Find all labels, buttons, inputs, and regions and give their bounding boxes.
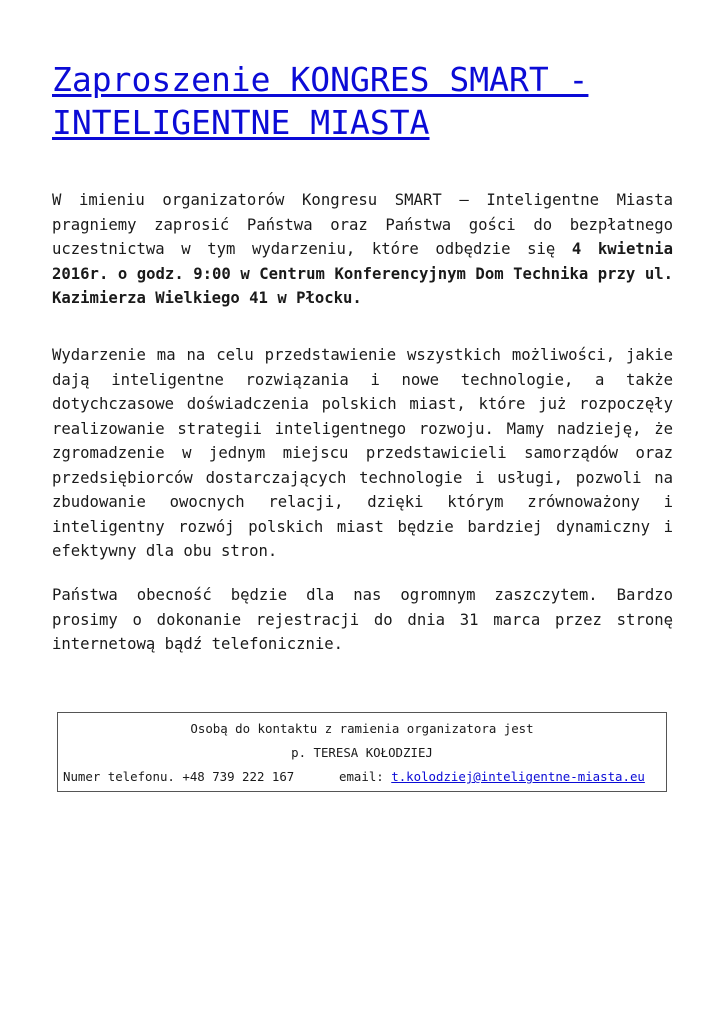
contact-line: [63, 769, 663, 785]
contact-intro: Osobą do kontaktu z ramienia organizatora jest: [190, 721, 534, 736]
invitation-paragraph: [52, 188, 673, 311]
contact-box: [57, 712, 667, 792]
event-details: 4 kwietnia 2016r. o godz. 9:00 w Centrum Konferencyjnym Dom Technika przy ul. Kazimierza Wielkiego 41 w Płocku.: [52, 240, 673, 307]
email-link[interactable]: t.kolodziej@inteligentne-miasta.eu: [391, 769, 645, 784]
invitation-text: W imieniu organizatorów Kongresu SMART – Inteligentne Miasta pragniemy zaprosić Państwa oraz Państwa gości do bezpłatnego uczestnictwa w tym wydarzeniu, które odbędzie się: [52, 191, 673, 258]
contact-person: p. TERESA KOŁODZIEJ: [291, 745, 433, 760]
registration-paragraph: Państwa obecność będzie dla nas ogromnym zaszczytem. Bardzo prosimy o dokonanie rejestracji do dnia 31 marca przez stronę internetową bądź telefonicznie.: [52, 586, 673, 653]
contact-phone: Numer telefonu. +48 739 222 167 email:: [63, 769, 392, 784]
page-title: [52, 58, 673, 144]
title-link[interactable]: Zaproszenie KONGRES SMART - INTELIGENTNE MIASTA: [52, 60, 589, 142]
purpose-paragraph: Wydarzenie ma na celu przedstawienie wszystkich możliwości, jakie dają inteligentne rozwiązania i nowe technologie, a także dotychczasowe doświadczenia polskich miast, które już rozpoczęły realizowanie strategii inteligentnego rozwoju. Mamy nadzieję, że zgromadzenie w jednym miejscu przedstawicieli samorządów oraz przedsiębiorców dostarczających technologie i usługi, pozwoli na zbudowanie owocnych relacji, dzięki którym zrównoważony i inteligentny rozwój polskich miast będzie bardziej dynamiczny i efektywny dla obu stron.: [52, 346, 673, 560]
